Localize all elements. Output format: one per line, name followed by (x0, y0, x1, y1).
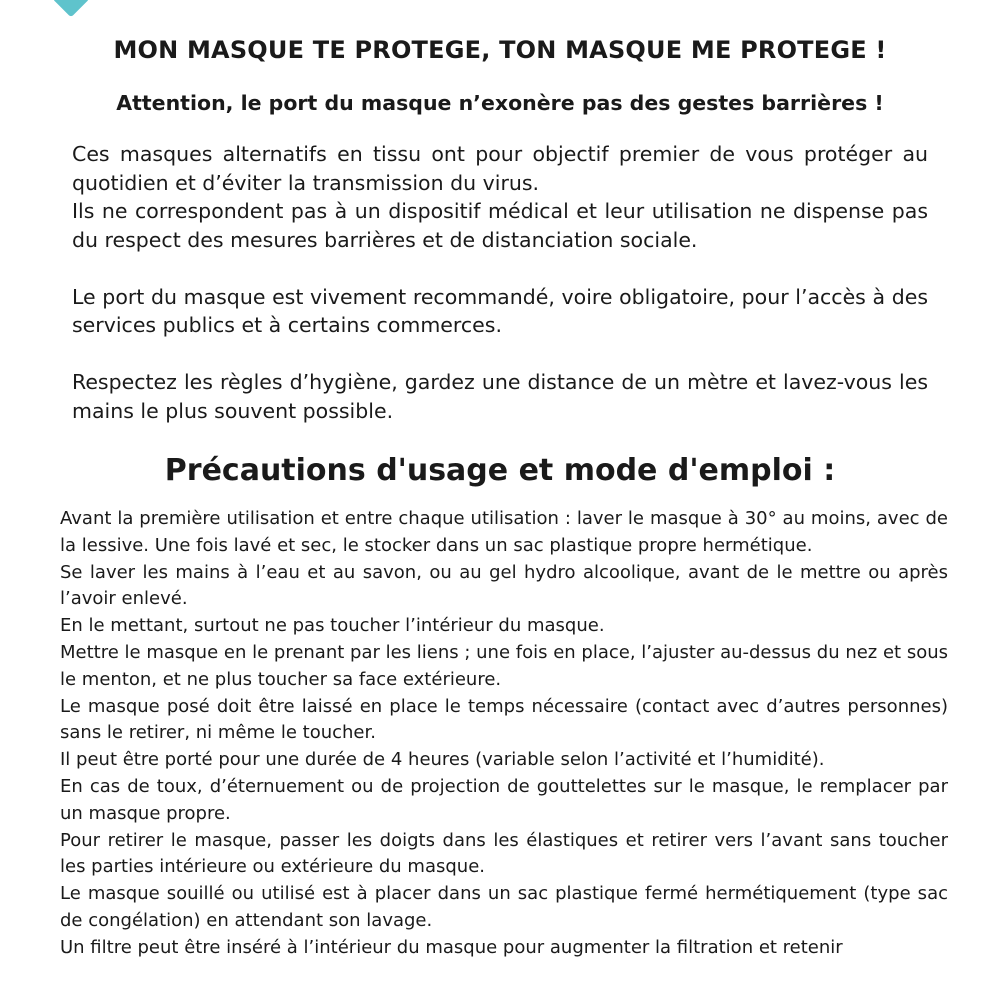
attention-heading: Attention, le port du masque n’exonère pas des gestes barrières ! (116, 91, 884, 115)
intro-paragraph: Le port du masque est vivement recommandé, voire obligatoire, pour l’accès à des services publics et à certains commerces. (72, 284, 928, 337)
usage-paragraph: En le mettant, surtout ne pas toucher l’intérieur du masque. (60, 615, 605, 637)
usage-instructions (60, 506, 948, 962)
usage-paragraph: En cas de toux, d’éternuement ou de projection de gouttelettes sur le masque, le remplacer par un masque propre. (60, 775, 948, 824)
usage-paragraph: Un filtre peut être inséré à l’intérieur du masque pour augmenter la filtration et retenir (60, 936, 843, 958)
usage-paragraph: Avant la première utilisation et entre chaque utilisation : laver le masque à 30° au moins, avec de la lessive. Une fois lavé et sec, le stocker dans un sac plastique propre hermétique. (60, 508, 948, 556)
intro-paragraph: Respectez les règles d’hygiène, gardez une distance de un mètre et lavez-vous les mains le plus souvent possible. (72, 370, 928, 423)
corner-decoration-icon (53, 0, 90, 17)
usage-paragraph: Pour retirer le masque, passer les doigts dans les élastiques et retirer vers l’avant sans toucher les parties intérieure ou extérieure du masque. (60, 829, 948, 878)
usage-paragraph: Le masque souillé ou utilisé est à placer dans un sac plastique fermé hermétiquement (type sac de congélation) en attendant son lavage. (60, 883, 948, 931)
intro-paragraph: Ils ne correspondent pas à un dispositif médical et leur utilisation ne dispense pas du respect des mesures barrières et de distanciation sociale. (72, 199, 928, 252)
intro-section (72, 140, 928, 425)
usage-paragraph: Le masque posé doit être laissé en place le temps nécessaire (contact avec d’autres personnes) sans le retirer, ni même le toucher. (60, 695, 948, 744)
usage-paragraph: Mettre le masque en le prenant par les liens ; une fois en place, l’ajuster au-dessus du nez et sous le menton, et ne plus toucher sa face extérieure. (60, 641, 949, 690)
section-title: Précautions d'usage et mode d'emploi : (164, 453, 836, 488)
intro-paragraph: Ces masques alternatifs en tissu ont pour objectif premier de vous protéger au quotidien et d’éviter la transmission du virus. (72, 142, 928, 195)
document-title: MON MASQUE TE PROTEGE, TON MASQUE ME PROTEGE ! (113, 36, 887, 64)
usage-paragraph: Se laver les mains à l’eau et au savon, ou au gel hydro alcoolique, avant de le mettre ou après l’avoir enlevé. (60, 561, 948, 610)
usage-paragraph: Il peut être porté pour une durée de 4 heures (variable selon l’activité et l’humidité). (60, 749, 825, 771)
